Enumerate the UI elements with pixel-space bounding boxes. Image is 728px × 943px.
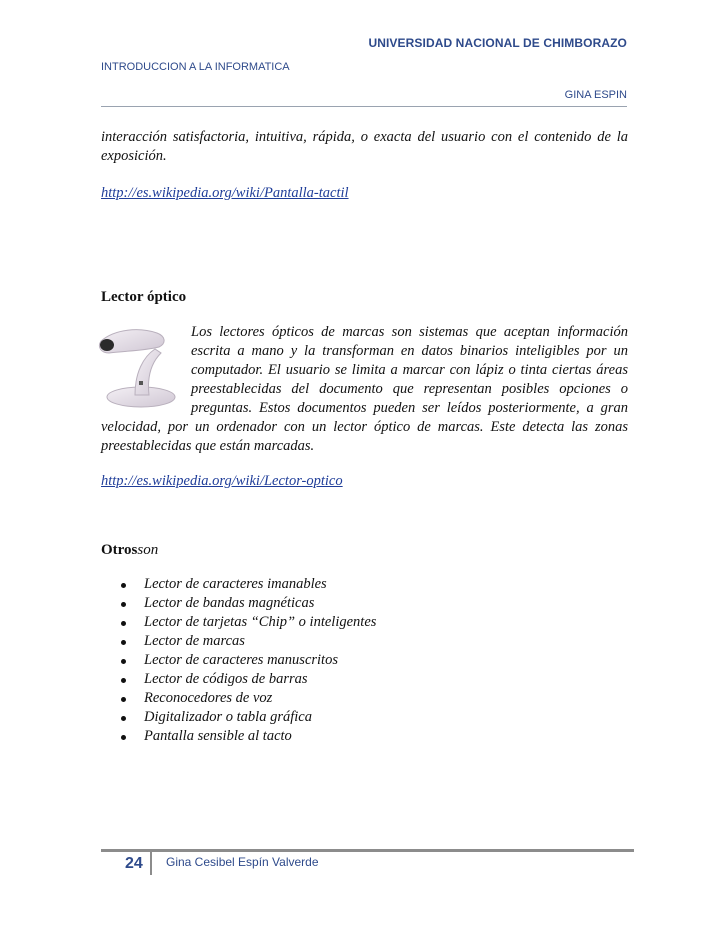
bullet-icon (121, 583, 126, 588)
list-item: Lector de códigos de barras (101, 670, 376, 689)
link-lector-optico[interactable]: http://es.wikipedia.org/wiki/Lector-optico (101, 473, 343, 489)
others-list (101, 575, 376, 746)
heading-otros-italic: son (137, 542, 159, 558)
header-author: GINA ESPIN (564, 89, 627, 101)
list-item: Pantalla sensible al tacto (101, 727, 376, 746)
bullet-icon (121, 716, 126, 721)
list-item: Lector de marcas (101, 632, 376, 651)
link-pantalla-tactil[interactable]: http://es.wikipedia.org/wiki/Pantalla-tactil (101, 185, 349, 201)
page-number: 24 (125, 855, 143, 872)
bullet-icon (121, 640, 126, 645)
intro-paragraph: interacción satisfactoria, intuitiva, rápida, o exacta del usuario con el contenido de la exposición. (101, 129, 628, 164)
footer-author-name: Gina Cesibel Espín Valverde (166, 855, 319, 869)
optical-section (101, 323, 628, 456)
bullet-icon (121, 678, 126, 683)
footer-separator (150, 852, 152, 875)
list-item: Lector de tarjetas “Chip” o inteligentes (101, 613, 376, 632)
bullet-icon (121, 621, 126, 626)
list-item: Lector de caracteres manuscritos (101, 651, 376, 670)
optical-paragraph: Los lectores ópticos de marcas son sistemas que aceptan información escrita a mano y la transforman en datos binarios inteligibles por un computador. El usuario se limita a marcar con lápiz o tinta ciertas áreas preestablecidas del documento que representan posibles opciones o preguntas. Estos documentos pueden ser leídos posteriormente, a gran velocidad, por un ordenador con un lector óptico de marcas. Este detecta las zonas preestablecidas que están marcadas. (101, 324, 628, 454)
header-course: INTRODUCCION A LA INFORMATICA (101, 61, 290, 73)
header-divider (101, 106, 627, 107)
bullet-icon (121, 659, 126, 664)
list-item: Reconocedores de voz (101, 689, 376, 708)
list-item: Lector de bandas magnéticas (101, 594, 376, 613)
intro-section (101, 128, 628, 166)
footer-divider (101, 849, 634, 852)
bullet-icon (121, 697, 126, 702)
bullet-icon (121, 602, 126, 607)
heading-otros (101, 542, 628, 559)
list-item: Lector de caracteres imanables (101, 575, 376, 594)
heading-otros-bold: Otros (101, 542, 138, 558)
heading-lector-optico: Lector óptico (101, 289, 187, 305)
barcode-scanner-image (95, 323, 187, 411)
bullet-icon (121, 735, 126, 740)
list-item: Digitalizador o tabla gráfica (101, 708, 376, 727)
header-university: UNIVERSIDAD NACIONAL DE CHIMBORAZO (368, 36, 627, 50)
